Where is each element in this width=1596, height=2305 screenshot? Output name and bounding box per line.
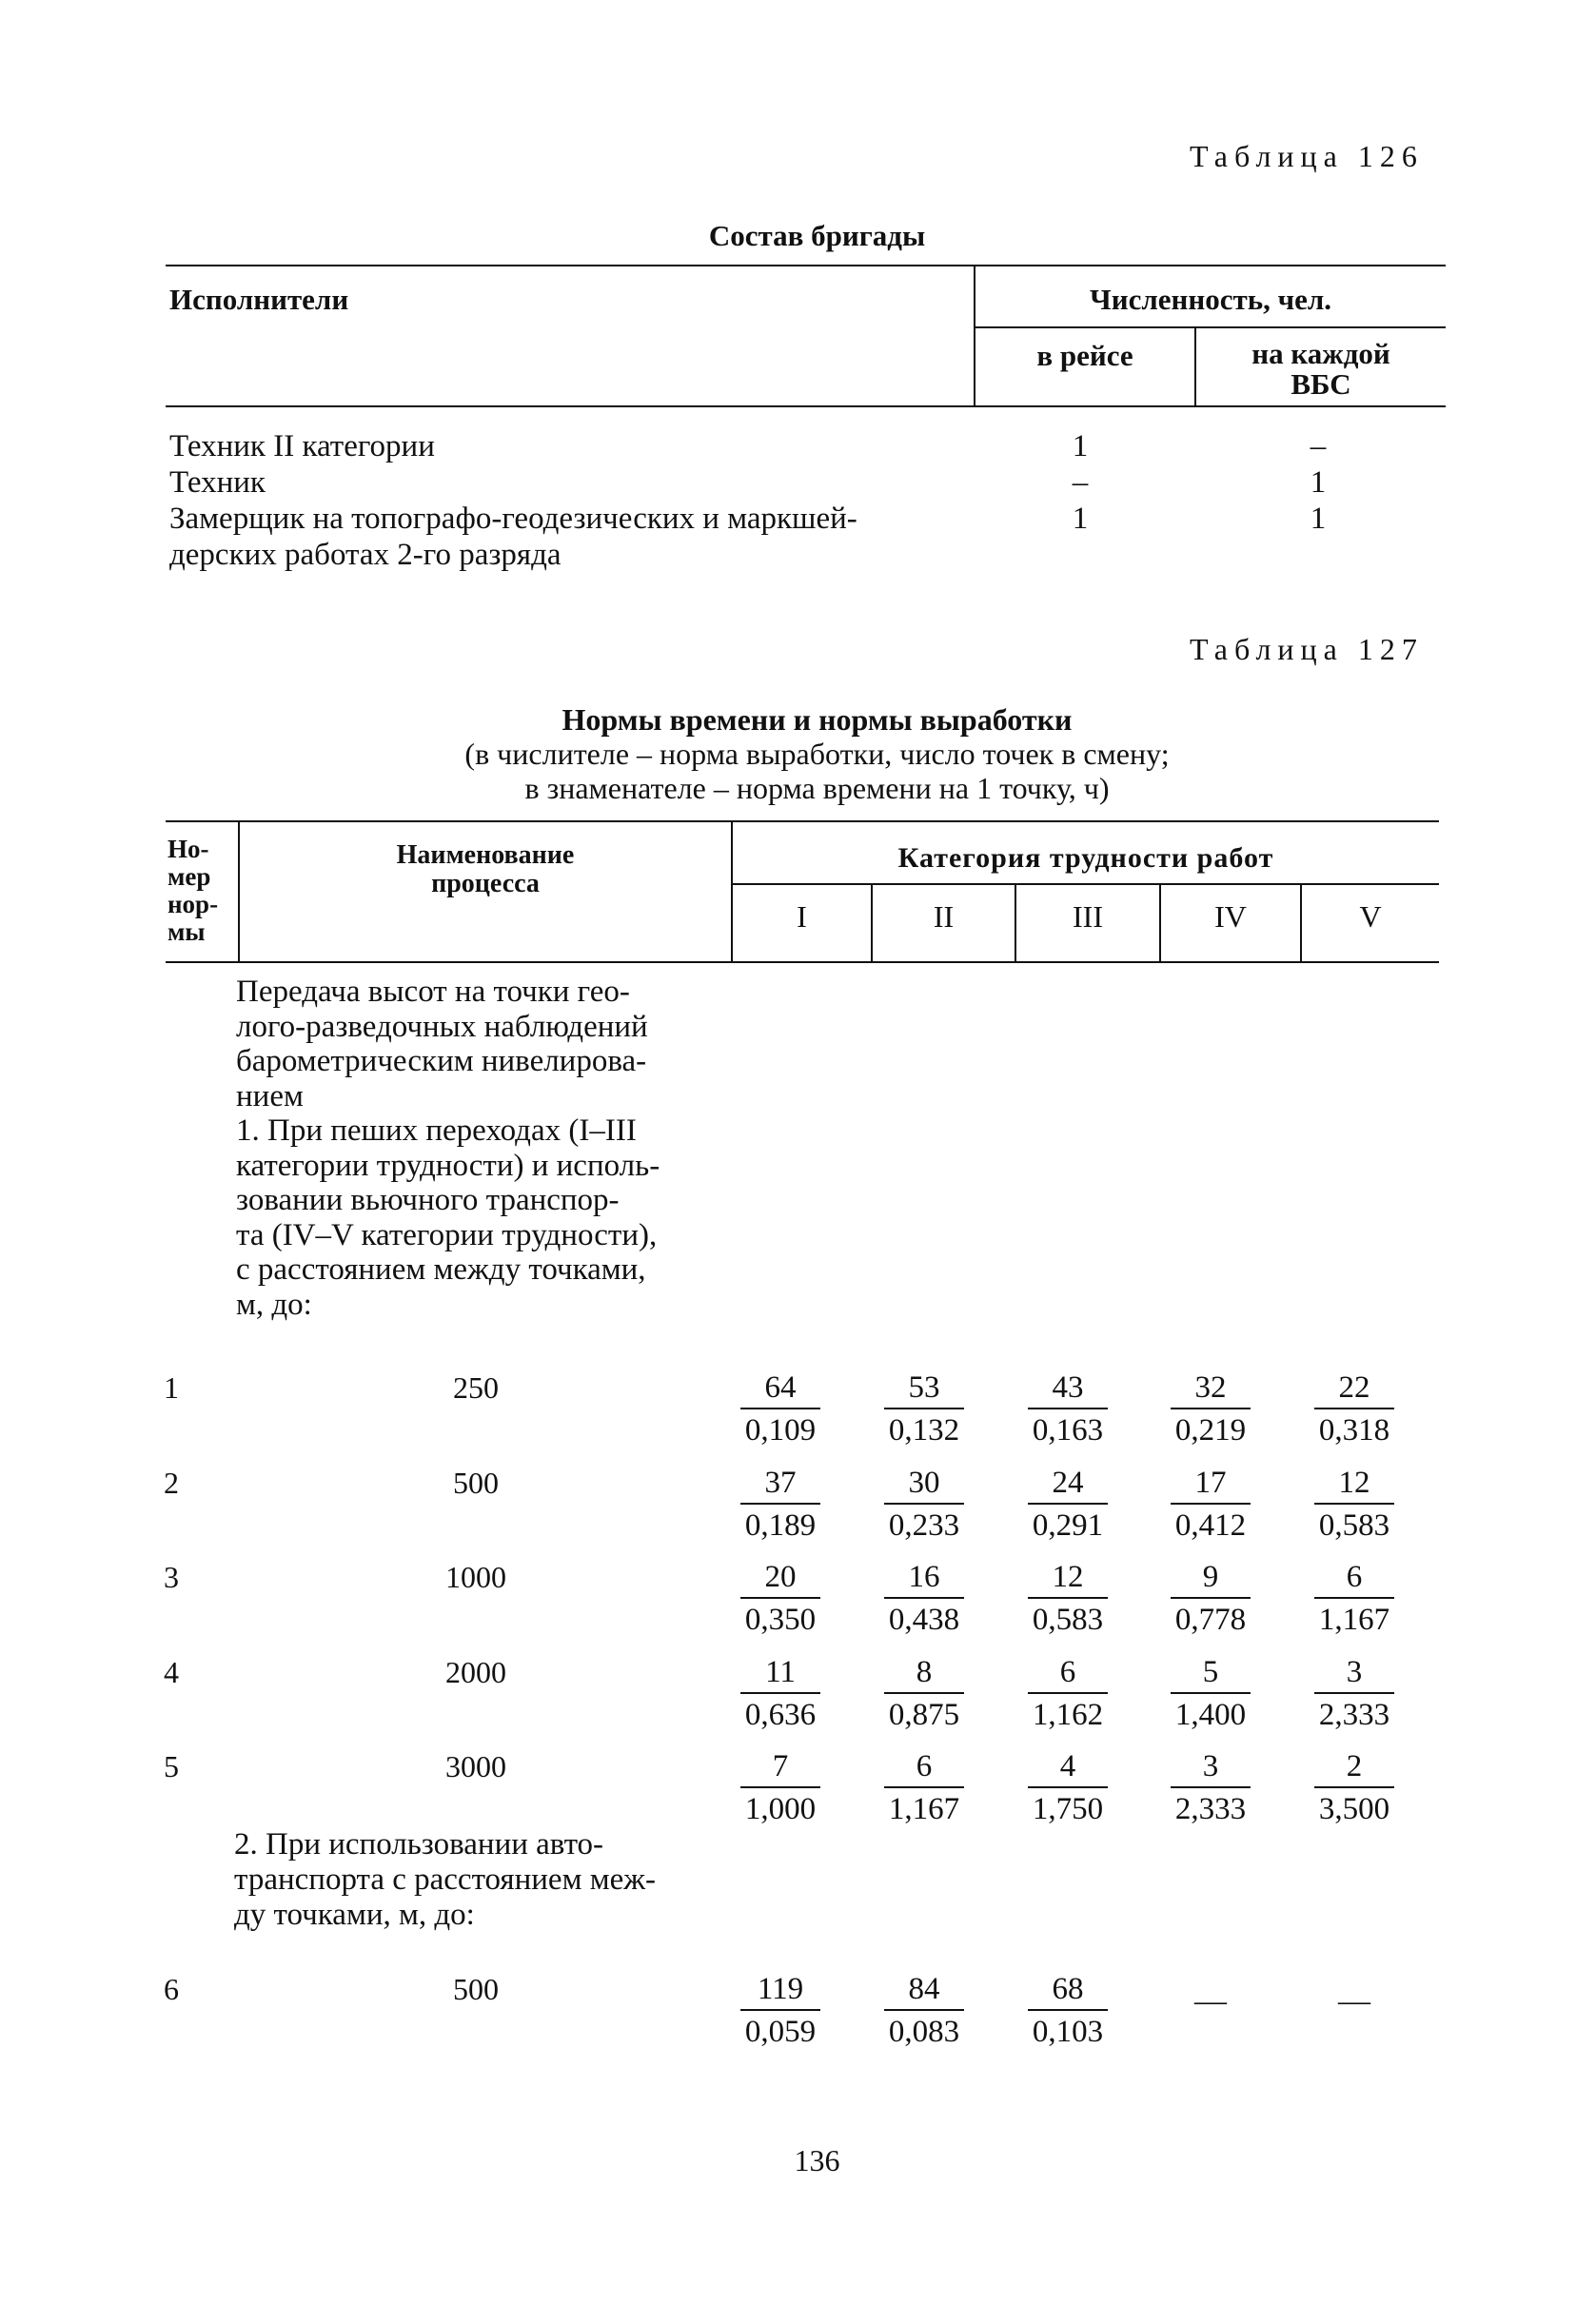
norm-fraction — [877, 1372, 972, 1447]
norm-fraction — [1020, 1468, 1115, 1542]
table-126-header-rule — [166, 405, 1446, 407]
performer-name: Замерщик на топографо-геодезических и маркшей- — [169, 502, 857, 536]
norm-fraction — [733, 1562, 828, 1636]
output-norm: 3 — [1202, 1749, 1219, 1783]
output-norm: 30 — [908, 1466, 940, 1500]
norm-fraction — [1020, 1372, 1115, 1447]
trip-value: 1 — [1072, 502, 1089, 536]
norm-fraction — [733, 1372, 828, 1447]
norm-fraction — [877, 1657, 972, 1731]
table-127-subtitle-2: в знаменателе – норма времени на 1 точку, ч) — [524, 771, 1110, 805]
section-2-description: 2. При использовании авто- транспорта с расстоянием меж- ду точками, м, до: — [234, 1827, 657, 1932]
output-norm: 11 — [765, 1655, 796, 1689]
norm-fraction — [1020, 1751, 1115, 1825]
category-header-4: IV — [1214, 899, 1247, 934]
distance-value: 500 — [453, 1466, 499, 1500]
output-norm: 2 — [1346, 1749, 1363, 1783]
performer-name: Техник — [169, 465, 266, 500]
distance-value: 500 — [453, 1972, 499, 2006]
time-norm: 0,189 — [744, 1508, 817, 1543]
time-norm: 0,318 — [1318, 1413, 1390, 1448]
time-norm: 0,233 — [888, 1508, 960, 1543]
output-norm: 53 — [908, 1370, 940, 1405]
norm-fraction — [1307, 1657, 1402, 1731]
norm-fraction — [1163, 1751, 1258, 1825]
norm-fraction — [877, 1468, 972, 1542]
distance-value: 250 — [453, 1370, 499, 1405]
time-norm: 1,000 — [744, 1792, 817, 1826]
time-norm: 1,750 — [1032, 1792, 1104, 1826]
distance-value: 2000 — [445, 1655, 506, 1689]
page-number: 136 — [794, 2143, 840, 2177]
category-header-2: II — [933, 899, 955, 934]
norm-fraction — [1163, 1372, 1258, 1447]
norm-fraction — [733, 1974, 828, 2048]
output-norm: 20 — [764, 1560, 797, 1594]
time-norm: 0,583 — [1032, 1603, 1104, 1637]
norm-fraction — [1020, 1562, 1115, 1636]
category-header-1: I — [797, 899, 807, 934]
time-norm: 1,400 — [1174, 1698, 1247, 1732]
time-norm: 1,162 — [1032, 1698, 1104, 1732]
not-applicable-dash: — — [1338, 1983, 1370, 2019]
norm-fraction — [1307, 1468, 1402, 1542]
norm-fraction — [1163, 1468, 1258, 1542]
time-norm: 0,412 — [1174, 1508, 1247, 1543]
table-126-body — [169, 428, 857, 573]
norm-fraction — [877, 1974, 972, 2048]
table-row — [169, 537, 857, 573]
table-126-title: Состав бригады — [708, 219, 926, 252]
time-norm: 0,219 — [1174, 1413, 1247, 1448]
table-row — [169, 428, 857, 464]
time-norm: 0,291 — [1032, 1508, 1104, 1543]
not-applicable-dash: — — [1194, 1983, 1227, 2019]
output-norm: 4 — [1059, 1749, 1076, 1783]
category-header-5: V — [1359, 899, 1382, 934]
output-norm: 7 — [772, 1749, 789, 1783]
table-127-title: Нормы времени и нормы выработки — [562, 702, 1073, 737]
norm-fraction — [733, 1657, 828, 1731]
trip-values — [1028, 428, 1133, 537]
output-norm: 24 — [1052, 1466, 1084, 1500]
norm-number: 2 — [164, 1466, 179, 1500]
time-norm: 0,083 — [888, 2015, 960, 2049]
headcount-subrule — [974, 326, 1446, 328]
output-norm: 32 — [1194, 1370, 1227, 1405]
output-norm: 64 — [764, 1370, 797, 1405]
norm-number: 1 — [164, 1370, 179, 1405]
each-value: 1 — [1310, 502, 1327, 536]
distance-value: 1000 — [445, 1560, 506, 1594]
table-127-label: Таблица 127 — [1190, 632, 1424, 666]
performer-name: Техник II категории — [169, 429, 435, 463]
time-norm: 0,778 — [1174, 1603, 1247, 1637]
output-norm: 5 — [1202, 1655, 1219, 1689]
norm-fraction — [1020, 1657, 1115, 1731]
norm-number: 3 — [164, 1560, 179, 1594]
output-norm: 84 — [908, 1972, 940, 2006]
category-subrule — [731, 883, 1439, 885]
trip-value: 1 — [1072, 429, 1089, 463]
trip-value: – — [1072, 465, 1089, 500]
output-norm: 3 — [1346, 1655, 1363, 1689]
output-norm: 119 — [757, 1972, 804, 2006]
time-norm: 0,109 — [744, 1413, 817, 1448]
time-norm: 1,167 — [888, 1792, 960, 1826]
output-norm: 22 — [1338, 1370, 1370, 1405]
column-header-process-name: Наименование процесса — [396, 840, 575, 898]
norm-fraction — [1163, 1562, 1258, 1636]
table-127-header-rule — [166, 961, 1439, 963]
column-header-each-line2: ВБС — [1291, 367, 1351, 401]
category-header-3: III — [1073, 899, 1103, 934]
table-row — [169, 464, 857, 501]
norm-fraction — [877, 1562, 972, 1636]
column-header-each-line1: на каждой — [1251, 337, 1390, 370]
time-norm: 0,059 — [744, 2015, 817, 2049]
norm-fraction — [1307, 1751, 1402, 1825]
column-header-performers: Исполнители — [169, 283, 349, 316]
column-header-in-trip: в рейсе — [1036, 339, 1133, 372]
output-norm: 37 — [764, 1466, 797, 1500]
output-norm: 9 — [1202, 1560, 1219, 1594]
time-norm: 0,875 — [888, 1698, 960, 1732]
table-row — [169, 501, 857, 537]
norm-fraction — [1020, 1974, 1115, 2048]
time-norm: 3,500 — [1318, 1792, 1390, 1826]
norm-fraction — [1307, 1562, 1402, 1636]
process-description: Передача высот на точки гео- лого-разведочных наблюдений барометрическим нивелирова- нием 1. При пеших переходах (I–III категории трудности) и исполь- зовании вьючного транспор- та (IV–V категории трудности), с расстоянием между точками, м, до: — [236, 975, 660, 1322]
time-norm: 0,583 — [1318, 1508, 1390, 1543]
time-norm: 0,163 — [1032, 1413, 1104, 1448]
column-header-norm-number: Но- мер нор- мы — [167, 835, 219, 946]
each-values — [1266, 428, 1370, 537]
output-norm: 16 — [908, 1560, 940, 1594]
each-value: – — [1310, 429, 1327, 463]
output-norm: 8 — [916, 1655, 933, 1689]
table-127-top-rule — [166, 820, 1439, 822]
norm-fraction — [877, 1751, 972, 1825]
table-126-label: Таблица 126 — [1190, 139, 1424, 173]
performer-name: дерских работах 2-го разряда — [169, 538, 562, 572]
table-127-subtitle-1: (в числителе – норма выработки, число точек в смену; — [464, 737, 1170, 771]
time-norm: 2,333 — [1318, 1698, 1390, 1732]
column-header-difficulty: Категория трудности работ — [897, 842, 1274, 874]
time-norm: 0,350 — [744, 1603, 817, 1637]
each-value: 1 — [1310, 465, 1327, 500]
output-norm: 6 — [916, 1749, 933, 1783]
time-norm: 2,333 — [1174, 1792, 1247, 1826]
column-header-headcount: Численность, чел. — [1089, 283, 1331, 316]
time-norm: 0,636 — [744, 1698, 817, 1732]
time-norm: 1,167 — [1318, 1603, 1390, 1637]
norm-fraction — [1307, 1372, 1402, 1447]
output-norm: 6 — [1346, 1560, 1363, 1594]
norm-fraction — [1163, 1657, 1258, 1731]
time-norm: 0,103 — [1032, 2015, 1104, 2049]
time-norm: 0,438 — [888, 1603, 960, 1637]
output-norm: 17 — [1194, 1466, 1227, 1500]
output-norm: 6 — [1059, 1655, 1076, 1689]
norm-number: 5 — [164, 1749, 179, 1783]
norm-fraction — [733, 1468, 828, 1542]
output-norm: 12 — [1338, 1466, 1370, 1500]
norm-number: 6 — [164, 1972, 179, 2006]
output-norm: 12 — [1052, 1560, 1084, 1594]
norm-number: 4 — [164, 1655, 179, 1689]
table-126-top-rule — [166, 265, 1446, 266]
output-norm: 43 — [1052, 1370, 1084, 1405]
distance-value: 3000 — [445, 1749, 506, 1783]
time-norm: 0,132 — [888, 1413, 960, 1448]
column-header-each-station — [1196, 339, 1446, 400]
norm-fraction — [733, 1751, 828, 1825]
output-norm: 68 — [1052, 1972, 1084, 2006]
